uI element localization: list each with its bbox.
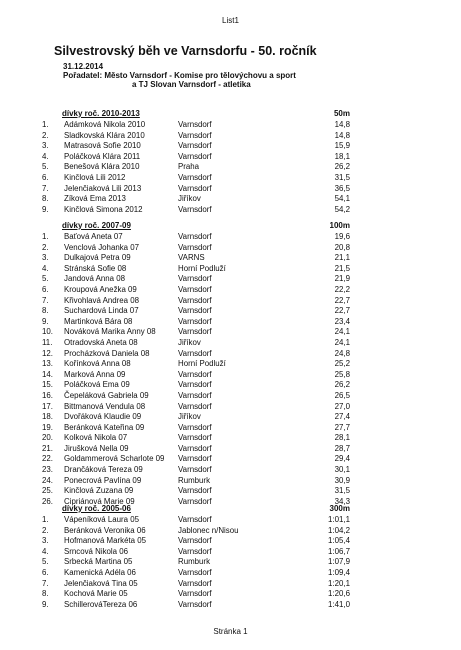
result-time: 21,1 <box>334 253 350 263</box>
result-row <box>0 579 461 590</box>
result-club: Varnsdorf <box>178 567 212 577</box>
result-name: Suchardová Linda 07 <box>64 306 139 316</box>
section-distance: 50m <box>333 109 350 118</box>
result-name: Poláčková Ema 09 <box>64 380 130 390</box>
result-row <box>0 433 461 444</box>
result-name: Kolková Nikola 07 <box>64 433 128 443</box>
result-rank: 3. <box>42 253 49 263</box>
result-row <box>0 173 461 184</box>
result-time: 21,9 <box>334 274 350 284</box>
result-rank: 17. <box>42 401 53 411</box>
result-name: Dulkajová Petra 09 <box>64 253 131 263</box>
result-time: 20,8 <box>334 242 350 252</box>
result-name: Matrasová Sofie 2010 <box>64 141 141 151</box>
result-name: Srncová Nikola 06 <box>64 546 129 556</box>
result-club: Jiříkov <box>178 337 201 347</box>
result-rank: 9. <box>42 599 49 609</box>
result-name: Baťová Aneta 07 <box>64 232 123 241</box>
result-name: Beránková Veronika 06 <box>64 525 146 535</box>
result-club: Varnsdorf <box>178 306 212 316</box>
result-time: 14,8 <box>334 130 350 140</box>
result-rank: 20. <box>42 433 53 443</box>
result-time: 1:20,1 <box>328 578 350 588</box>
result-club: Varnsdorf <box>178 141 212 151</box>
result-rank: 18. <box>42 412 53 422</box>
result-club: Varnsdorf <box>178 284 212 294</box>
section-distance: 100m <box>329 221 350 230</box>
result-time: 24,8 <box>334 348 350 358</box>
section-distance: 300m <box>329 504 350 513</box>
result-row <box>0 306 461 317</box>
result-time: 27,0 <box>334 401 350 411</box>
result-name: Procházková Daniela 08 <box>64 348 150 358</box>
result-row <box>0 338 461 349</box>
result-rank: 1. <box>42 232 49 241</box>
result-row <box>0 264 461 275</box>
result-name: Otradovská Aneta 08 <box>64 337 138 347</box>
result-club: Varnsdorf <box>178 465 212 475</box>
result-club: Varnsdorf <box>178 204 212 214</box>
result-name: Beránková Kateřina 09 <box>64 422 145 432</box>
result-row <box>0 444 461 455</box>
result-club: Varnsdorf <box>178 599 212 609</box>
result-time: 1:20,6 <box>328 589 350 599</box>
result-club: Varnsdorf <box>178 401 212 411</box>
result-name: Kochová Marie 05 <box>64 589 128 599</box>
result-row <box>0 232 461 243</box>
result-row <box>0 359 461 370</box>
result-row <box>0 547 461 558</box>
result-rank: 9. <box>42 204 49 214</box>
result-rank: 19. <box>42 422 53 432</box>
results-section-2007-09 <box>0 221 461 507</box>
result-row <box>0 454 461 465</box>
result-name: Jandová Anna 08 <box>64 274 125 284</box>
result-rank: 9. <box>42 316 49 326</box>
result-name: Sladkovská Klára 2010 <box>64 130 145 140</box>
result-club: Jiříkov <box>178 194 201 204</box>
result-rank: 10. <box>42 327 53 337</box>
result-rank: 5. <box>42 274 49 284</box>
result-time: 30,9 <box>334 475 350 485</box>
result-time: 18,1 <box>334 151 350 161</box>
result-club: Varnsdorf <box>178 433 212 443</box>
result-row <box>0 327 461 338</box>
result-club: Praha <box>178 162 200 172</box>
result-name: Jelenčiaková Tina 05 <box>64 578 138 588</box>
organizer-line-2: a TJ Slovan Varnsdorf - atletika <box>132 80 251 89</box>
result-rank: 26. <box>42 496 53 506</box>
result-club: Varnsdorf <box>178 589 212 599</box>
result-rank: 15. <box>42 380 53 390</box>
page-footer: Stránka 1 <box>213 627 248 636</box>
result-row <box>0 317 461 328</box>
result-rank: 5. <box>42 162 49 172</box>
result-name: Drančáková Tereza 09 <box>64 465 143 475</box>
result-club: Varnsdorf <box>178 120 212 129</box>
result-club: Varnsdorf <box>178 515 212 524</box>
result-row <box>0 600 461 611</box>
result-name: Jelenčiaková Lili 2013 <box>64 183 142 193</box>
result-club: Varnsdorf <box>178 316 212 326</box>
result-name: Benešová Klára 2010 <box>64 162 140 172</box>
result-time: 1:09,4 <box>328 567 350 577</box>
section-title: dívky roč. 2007-09 <box>62 221 131 230</box>
results-section-2005-06 <box>0 504 461 610</box>
result-club: Horní Podluží <box>178 263 226 273</box>
result-rank: 12. <box>42 348 53 358</box>
result-row <box>0 349 461 360</box>
result-club: Varnsdorf <box>178 578 212 588</box>
result-time: 22,7 <box>334 306 350 316</box>
result-rank: 3. <box>42 536 49 546</box>
result-row <box>0 296 461 307</box>
result-time: 22,2 <box>334 284 350 294</box>
result-club: Jiříkov <box>178 412 201 422</box>
result-name: Kinčlová Lili 2012 <box>64 172 126 182</box>
result-row <box>0 412 461 423</box>
result-club: Horní Podluží <box>178 359 226 369</box>
result-rank: 2. <box>42 242 49 252</box>
result-name: Kamenická Adéla 06 <box>64 567 136 577</box>
result-row <box>0 274 461 285</box>
result-time: 1:04,2 <box>328 525 350 535</box>
result-rank: 1. <box>42 515 49 524</box>
result-name: Kinčlová Simona 2012 <box>64 204 143 214</box>
result-row <box>0 285 461 296</box>
result-time: 27,7 <box>334 422 350 432</box>
result-row <box>0 557 461 568</box>
result-row <box>0 536 461 547</box>
result-row <box>0 486 461 497</box>
result-time: 1:05,4 <box>328 536 350 546</box>
result-club: Varnsdorf <box>178 327 212 337</box>
result-time: 31,5 <box>334 486 350 496</box>
result-rank: 7. <box>42 578 49 588</box>
result-time: 34,3 <box>334 496 350 506</box>
sheet-name: List1 <box>222 16 239 25</box>
result-rank: 4. <box>42 151 49 161</box>
result-club: Rumburk <box>178 557 211 567</box>
result-name: Martinková Bára 08 <box>64 316 133 326</box>
result-time: 24,1 <box>334 327 350 337</box>
result-name: Zíková Ema 2013 <box>64 194 126 204</box>
result-rank: 4. <box>42 263 49 273</box>
result-name: Marková Anna 09 <box>64 369 126 379</box>
result-row <box>0 423 461 434</box>
result-rank: 2. <box>42 130 49 140</box>
result-club: Rumburk <box>178 475 211 485</box>
organizer-line-1: Pořadatel: Město Varnsdorf - Komise pro tělovýchovu a sport <box>63 71 296 80</box>
result-name: Vápeníková Laura 05 <box>64 515 140 524</box>
result-rank: 6. <box>42 567 49 577</box>
result-row <box>0 120 461 131</box>
result-name: Venclová Johanka 07 <box>64 242 140 252</box>
result-time: 1:07,9 <box>328 557 350 567</box>
result-name: Poláčková Klára 2011 <box>64 151 141 161</box>
result-club: Varnsdorf <box>178 443 212 453</box>
result-time: 54,1 <box>334 194 350 204</box>
result-name: Čepeláková Gabriela 09 <box>64 390 149 400</box>
event-date: 31.12.2014 <box>63 62 104 71</box>
result-name: Jirušková Nella 09 <box>64 443 129 453</box>
result-club: VARNS <box>178 253 205 263</box>
result-rank: 6. <box>42 172 49 182</box>
result-name: Srbecká Martina 05 <box>64 557 133 567</box>
result-club: Varnsdorf <box>178 274 212 284</box>
results-section-2010-2013 <box>0 109 461 215</box>
result-time: 22,7 <box>334 295 350 305</box>
result-time: 19,6 <box>334 232 350 241</box>
result-name: Kinčlová Zuzana 09 <box>64 486 134 496</box>
result-rank: 3. <box>42 141 49 151</box>
result-row <box>0 515 461 526</box>
result-time: 29,4 <box>334 454 350 464</box>
result-row <box>0 370 461 381</box>
section-title: dívky roč. 2005-06 <box>62 504 131 513</box>
result-club: Varnsdorf <box>178 242 212 252</box>
result-name: Nováková Marika Anny 08 <box>64 327 156 337</box>
result-rank: 8. <box>42 589 49 599</box>
result-time: 28,7 <box>334 443 350 453</box>
result-row <box>0 162 461 173</box>
result-row <box>0 194 461 205</box>
result-rank: 14. <box>42 369 53 379</box>
section-header <box>0 221 461 232</box>
result-club: Varnsdorf <box>178 172 212 182</box>
result-time: 54,2 <box>334 204 350 214</box>
result-rank: 16. <box>42 390 53 400</box>
result-time: 31,5 <box>334 172 350 182</box>
result-rank: 7. <box>42 183 49 193</box>
result-rank: 4. <box>42 546 49 556</box>
result-club: Varnsdorf <box>178 130 212 140</box>
result-rank: 8. <box>42 306 49 316</box>
result-rank: 7. <box>42 295 49 305</box>
result-time: 15,9 <box>334 141 350 151</box>
result-club: Varnsdorf <box>178 183 212 193</box>
result-row <box>0 152 461 163</box>
result-time: 23,4 <box>334 316 350 326</box>
result-row <box>0 205 461 216</box>
result-name: SchillerováTereza 06 <box>64 599 138 609</box>
result-name: Ponecrová Pavlína 09 <box>64 475 142 485</box>
result-time: 36,5 <box>334 183 350 193</box>
result-club: Varnsdorf <box>178 390 212 400</box>
result-club: Varnsdorf <box>178 546 212 556</box>
result-time: 1:01,1 <box>328 515 350 524</box>
result-time: 27,4 <box>334 412 350 422</box>
result-time: 30,1 <box>334 465 350 475</box>
result-rank: 5. <box>42 557 49 567</box>
result-row <box>0 253 461 264</box>
result-name: Stránská Sofie 08 <box>64 263 127 273</box>
result-club: Varnsdorf <box>178 496 212 506</box>
result-time: 26,5 <box>334 390 350 400</box>
result-name: Kořínková Anna 08 <box>64 359 131 369</box>
result-club: Varnsdorf <box>178 454 212 464</box>
result-row <box>0 526 461 537</box>
result-club: Varnsdorf <box>178 380 212 390</box>
result-club: Varnsdorf <box>178 295 212 305</box>
result-rank: 23. <box>42 465 53 475</box>
result-row <box>0 380 461 391</box>
result-club: Varnsdorf <box>178 348 212 358</box>
result-time: 21,5 <box>334 263 350 273</box>
result-time: 24,1 <box>334 337 350 347</box>
result-time: 25,8 <box>334 369 350 379</box>
result-time: 26,2 <box>334 162 350 172</box>
section-header <box>0 504 461 515</box>
result-time: 25,2 <box>334 359 350 369</box>
result-time: 1:41,0 <box>328 599 350 609</box>
result-rank: 11. <box>42 337 53 347</box>
result-name: Bittmanová Vendula 08 <box>64 401 146 411</box>
result-row <box>0 391 461 402</box>
result-rank: 8. <box>42 194 49 204</box>
result-club: Jablonec n/Nisou <box>178 525 239 535</box>
result-club: Varnsdorf <box>178 486 212 496</box>
result-row <box>0 589 461 600</box>
result-club: Varnsdorf <box>178 369 212 379</box>
result-time: 28,1 <box>334 433 350 443</box>
result-rank: 1. <box>42 120 49 129</box>
result-name: Dvořáková Klaudie 09 <box>64 412 142 422</box>
result-time: 14,8 <box>334 120 350 129</box>
result-club: Varnsdorf <box>178 232 212 241</box>
result-row <box>0 141 461 152</box>
result-rank: 2. <box>42 525 49 535</box>
result-name: Hofmanová Markéta 05 <box>64 536 147 546</box>
result-row <box>0 184 461 195</box>
result-rank: 22. <box>42 454 53 464</box>
result-rank: 21. <box>42 443 53 453</box>
result-club: Varnsdorf <box>178 151 212 161</box>
result-rank: 13. <box>42 359 53 369</box>
result-club: Varnsdorf <box>178 536 212 546</box>
page-title: Silvestrovský běh ve Varnsdorfu - 50. ročník <box>54 44 317 58</box>
result-time: 26,2 <box>334 380 350 390</box>
result-name: Adámková Nikola 2010 <box>64 120 146 129</box>
result-row <box>0 243 461 254</box>
section-header <box>0 109 461 120</box>
result-name: Goldammerová Scharlote 09 <box>64 454 165 464</box>
result-rank: 6. <box>42 284 49 294</box>
section-title: dívky roč. 2010-2013 <box>62 109 140 118</box>
result-row <box>0 465 461 476</box>
result-time: 1:06,7 <box>328 546 350 556</box>
result-row <box>0 402 461 413</box>
result-row <box>0 568 461 579</box>
result-name: Křivohlavá Andrea 08 <box>64 295 140 305</box>
result-rank: 24. <box>42 475 53 485</box>
result-name: Cipriánová Marie 09 <box>64 496 135 506</box>
result-name: Kroupová Anežka 09 <box>64 284 137 294</box>
result-row <box>0 476 461 487</box>
result-club: Varnsdorf <box>178 422 212 432</box>
result-rank: 25. <box>42 486 53 496</box>
result-row <box>0 131 461 142</box>
